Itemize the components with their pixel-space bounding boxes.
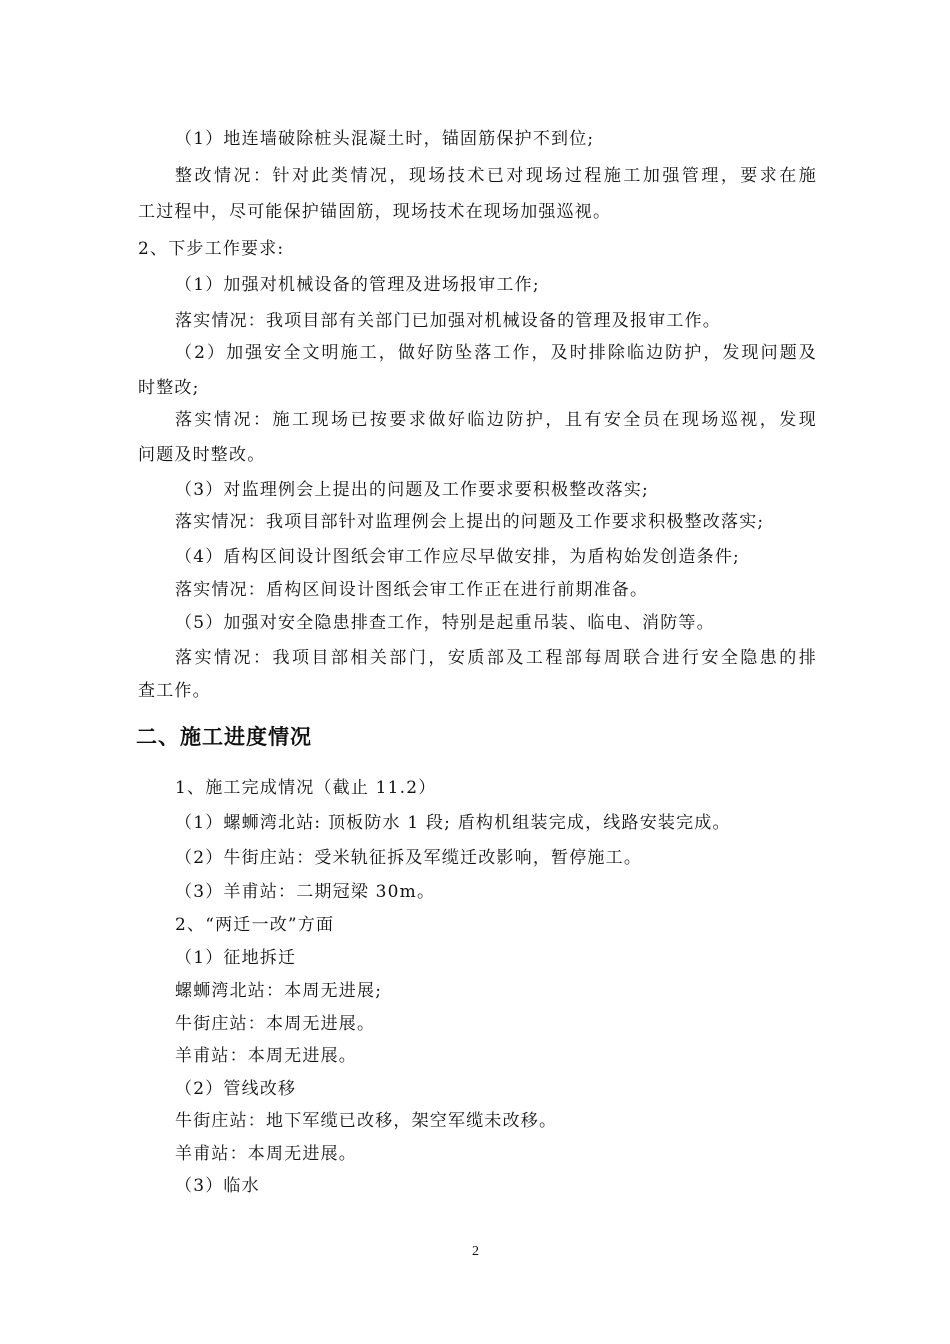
requirement-3: （3）对监理例会上提出的问题及工作要求要积极整改落实; [175,480,649,500]
paragraph-issue-1: （1）地连墙破除桩头混凝土时，锚固筋保护不到位; [175,129,595,149]
page-number: 2 [472,1244,479,1259]
section-heading-progress: 二、施工进度情况 [136,725,312,749]
requirement-2-status-line-1: 落实情况：施工现场已按要求做好临边防护，且有安全员在现场巡视，发现 [175,410,817,430]
requirement-5-status-line-1: 落实情况：我项目部相关部门，安质部及工程部每周联合进行安全隐患的排 [175,648,817,668]
requirement-5: （5）加强对安全隐患排查工作，特别是起重吊装、临电、消防等。 [175,613,715,633]
requirement-2-line-2: 时整改; [138,378,200,398]
requirement-5-status-line-2: 查工作。 [138,681,211,701]
requirement-1: （1）加强对机械设备的管理及进场报审工作; [175,275,540,295]
requirement-2-status-line-2: 问题及时整改。 [138,445,266,465]
completion-item-1: （1）螺蛳湾北站: 顶板防水 1 段; 盾构机组装完成，线路安装完成。 [175,813,731,833]
temporary-water-title: （3）临水 [175,1176,260,1196]
land-acquisition-title: （1）征地拆迁 [175,948,297,968]
requirement-4: （4）盾构区间设计图纸会审工作应尽早做安排，为盾构始发创造条件; [175,547,740,567]
requirement-4-status: 落实情况：盾构区间设计图纸会审工作正在进行前期准备。 [175,580,649,600]
pipeline-relocation-title: （2）管线改移 [175,1079,297,1099]
pipeline-relocation-item-1: 牛街庄站：地下军缆已改移，架空军缆未改移。 [175,1111,558,1131]
completion-item-3: （3）羊甫站：二期冠梁 30m。 [175,882,436,902]
requirement-2-line-1: （2）加强安全文明施工，做好防坠落工作，及时排除临边防护，发现问题及 [175,343,817,363]
paragraph-rectification-line-1: 整改情况：针对此类情况，现场技术已对现场过程施工加强管理，要求在施 [175,166,817,186]
requirement-1-status: 落实情况：我项目部有关部门已加强对机械设备的管理及报审工作。 [175,311,721,331]
completion-item-2: （2）牛街庄站：受米轨征拆及军缆迁改影响，暂停施工。 [175,848,643,868]
relocation-title: 2、“两迁一改”方面 [175,915,335,935]
requirement-3-status: 落实情况：我项目部针对监理例会上提出的问题及工作要求积极整改落实; [175,512,765,532]
completion-title: 1、施工完成情况（截止 11.2） [175,778,437,798]
pipeline-relocation-item-2: 羊甫站：本周无进展。 [175,1144,357,1164]
land-acquisition-item-3: 羊甫站：本周无进展。 [175,1046,357,1066]
paragraph-rectification-line-2: 工过程中，尽可能保护锚固筋，现场技术在现场加强巡视。 [138,202,612,222]
land-acquisition-item-2: 牛街庄站：本周无进展。 [175,1014,376,1034]
subsection-title-next-steps: 2、下步工作要求: [138,239,285,259]
land-acquisition-item-1: 螺蛳湾北站：本周无进展; [175,981,383,1001]
